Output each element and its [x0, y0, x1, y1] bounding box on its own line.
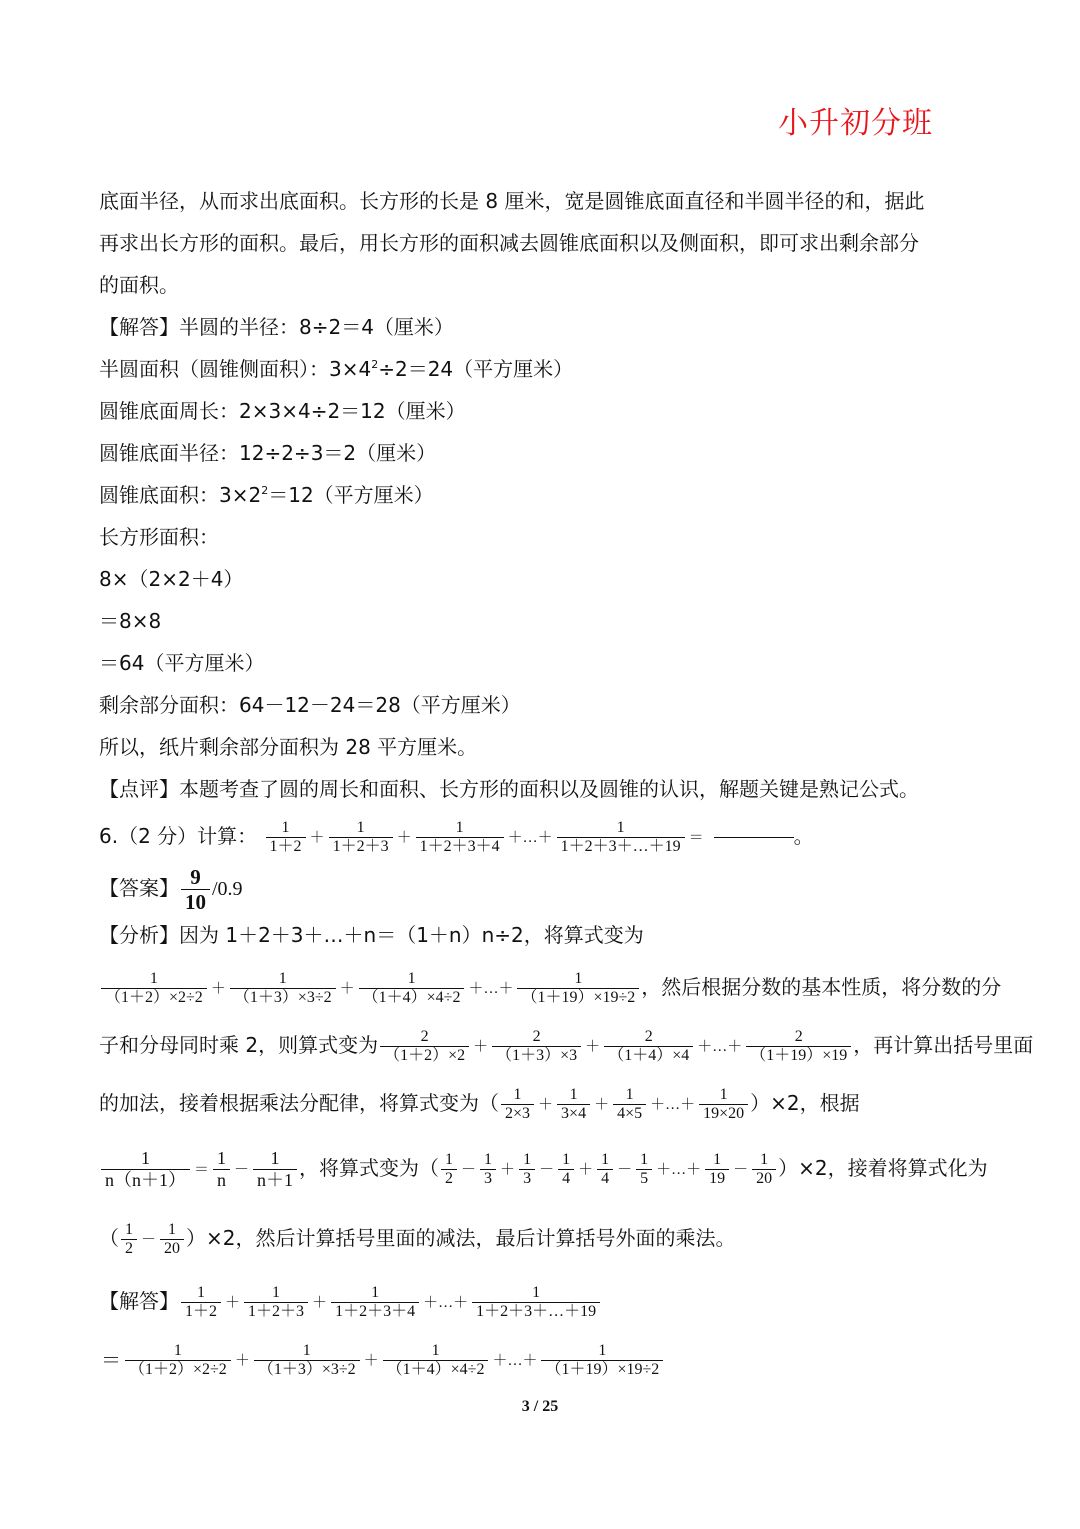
paragraph-line: 再求出长方形的面积。最后，用长方形的面积减去圆锥底面积以及侧面积，即可求出剩余部分	[99, 231, 919, 255]
denominator: 3	[480, 1169, 496, 1188]
fraction	[541, 1342, 663, 1380]
numerator: 1	[173, 1341, 182, 1359]
numerator: 1	[407, 969, 416, 987]
denominator: 1＋2	[266, 837, 306, 856]
operator: ＋…＋	[697, 1038, 743, 1055]
denominator: 19×20	[699, 1104, 748, 1123]
answer-line-7: 8×（2×2＋4）	[99, 567, 244, 591]
fraction	[101, 970, 207, 1008]
fraction	[480, 1151, 496, 1189]
paragraph-line: 的面积。	[99, 273, 179, 297]
operator: －	[461, 1161, 477, 1178]
answer-line-11: 所以，纸片剩余部分面积为 28 平方厘米。	[99, 735, 478, 759]
analysis-step-4	[99, 1132, 989, 1204]
denominator: 1＋2＋3	[329, 837, 393, 856]
denominator: 1＋2＋3＋…＋19	[557, 837, 685, 856]
numerator: 1	[562, 1150, 571, 1168]
operator: ＋…＋	[423, 1294, 469, 1311]
numerator: 1	[601, 1150, 610, 1168]
answer-text: 半圆面积（圆锥侧面积）：3×4	[99, 357, 372, 381]
numerator: 1	[197, 1283, 205, 1301]
numerator: 1	[356, 818, 365, 836]
analysis-text: ，将算式变为（	[299, 1156, 440, 1180]
answer-line-4: 圆锥底面半径：12÷2÷3＝2（厘米）	[99, 441, 437, 465]
numerator: 1	[484, 1150, 493, 1168]
analysis-text: ）×2，然后计算括号里面的减法，最后计算括号外面的乘法。	[186, 1226, 736, 1250]
operator: ＋	[585, 1038, 601, 1055]
numerator: 1	[125, 1220, 133, 1238]
fraction	[604, 1028, 693, 1066]
operator: ＋	[339, 980, 355, 997]
fraction	[636, 1151, 652, 1189]
fraction	[416, 819, 504, 857]
analysis-text: 子和分母同时乘 2，则算式变为	[99, 1033, 379, 1057]
denominator: n	[213, 1169, 230, 1191]
denominator: 4	[558, 1169, 574, 1188]
solution-label: 【解答】	[99, 1289, 179, 1313]
fraction	[613, 1086, 646, 1124]
numerator: 1	[149, 969, 158, 987]
fraction	[492, 1028, 581, 1066]
fraction	[383, 1342, 489, 1380]
answer-label: 【答案】	[99, 876, 179, 900]
numerator: 2	[794, 1027, 803, 1045]
numerator: 1	[713, 1150, 722, 1168]
answer-label: 【解答】	[99, 315, 179, 339]
numerator: 1	[640, 1150, 649, 1168]
answer-line-5	[99, 474, 989, 516]
denominator: （1＋3）×3÷2	[230, 988, 336, 1007]
numerator: 1	[272, 1283, 281, 1301]
fraction	[746, 1028, 851, 1066]
numerator: 1	[719, 1085, 728, 1103]
operator: ＋	[210, 980, 226, 997]
analysis-label: 【分析】	[99, 923, 179, 947]
denominator: （1＋2）×2÷2	[125, 1360, 231, 1379]
question-6	[99, 810, 989, 862]
operator: ＋	[594, 1096, 610, 1113]
fraction	[181, 1284, 221, 1322]
operator: ＝	[194, 1161, 210, 1178]
operator: ＋…＋	[468, 980, 514, 997]
numerator: 1	[141, 1148, 150, 1169]
denominator: （1＋3）×3	[492, 1046, 581, 1065]
answer-text: ＝12（平方厘米）	[268, 483, 434, 507]
numerator: 1	[431, 1341, 440, 1359]
numerator: 9	[190, 864, 201, 889]
denominator: 2	[441, 1169, 457, 1188]
answer-line-1	[99, 306, 989, 348]
operator: ＋	[363, 1352, 379, 1369]
numerator: 1	[523, 1150, 532, 1168]
fraction	[699, 1086, 748, 1124]
analysis-text: 因为 1＋2＋3＋…＋n＝（1＋n）n÷2，将算式变为	[179, 923, 644, 947]
operator: ＋	[578, 1161, 594, 1178]
operator: ＝	[101, 1349, 121, 1372]
operator: －	[141, 1231, 157, 1248]
denominator: （1＋4）×4÷2	[359, 988, 465, 1007]
numerator: 1	[371, 1283, 380, 1301]
answer-line-8: ＝8×8	[99, 609, 162, 633]
denominator: （1＋4）×4÷2	[383, 1360, 489, 1379]
paragraph-line: 底面半径，从而求出底面积。长方形的长是 8 厘米，宽是圆锥底面直径和半圆半径的和，据此	[99, 189, 925, 213]
denominator: 20	[752, 1169, 776, 1188]
answer-text: 半圆的半径：8÷2＝4（厘米）	[179, 315, 454, 339]
operator: ＋…＋	[650, 1096, 696, 1113]
review-line: 【点评】本题考查了圆的周长和面积、长方形的面积以及圆锥的认识，解题关键是熟记公式。	[99, 777, 919, 801]
numerator: 1	[455, 818, 464, 836]
operator: ＋…＋	[492, 1352, 538, 1369]
denominator: 3×4	[557, 1104, 590, 1123]
denominator: n（n＋1）	[101, 1169, 190, 1191]
answer-line-9: ＝64（平方厘米）	[99, 651, 265, 675]
denominator: 1＋2＋3＋4	[331, 1302, 419, 1321]
answer-line	[99, 862, 989, 914]
document-body	[99, 180, 1034, 1388]
operator: ＝	[688, 829, 704, 846]
analysis-step-2	[99, 1016, 1034, 1074]
page-number: 3 / 25	[521, 1398, 559, 1415]
header-title: 小升初分班	[778, 106, 933, 141]
denominator: （1＋2）×2÷2	[101, 988, 207, 1007]
fraction	[266, 819, 306, 857]
numerator: 1	[270, 1148, 280, 1169]
analysis-text: （	[99, 1226, 119, 1250]
period: 。	[793, 824, 814, 848]
numerator: 2	[420, 1027, 429, 1045]
numerator: 1	[625, 1085, 634, 1103]
answer-fraction	[181, 865, 210, 914]
denominator: （1＋3）×3÷2	[254, 1360, 360, 1379]
answer-line-2	[99, 348, 989, 390]
fraction	[230, 970, 336, 1008]
denominator: 20	[160, 1239, 184, 1258]
fraction	[331, 1284, 419, 1322]
fraction	[597, 1151, 613, 1189]
fraction	[329, 819, 393, 857]
answer-line-10: 剩余部分面积：64－12－24＝28（平方厘米）	[99, 693, 521, 717]
denominator: 19	[705, 1169, 729, 1188]
numerator: 1	[278, 969, 287, 987]
denominator: （1＋19）×19÷2	[517, 988, 639, 1007]
denominator: 1＋2＋3＋4	[416, 837, 504, 856]
answer-decimal: /0.9	[212, 878, 243, 900]
numerator: 1	[760, 1150, 769, 1168]
answer-line-6: 长方形面积：	[99, 525, 219, 549]
numerator: 1	[513, 1085, 522, 1103]
numerator: 1	[168, 1220, 177, 1238]
numerator: 2	[532, 1027, 541, 1045]
denominator: 5	[636, 1169, 652, 1188]
analysis-step-5	[99, 1204, 989, 1272]
operator: ＋	[396, 829, 412, 846]
fraction	[125, 1342, 231, 1380]
fraction	[501, 1086, 534, 1124]
fraction	[380, 1028, 469, 1066]
operator: ＋	[500, 1161, 516, 1178]
denominator: （1＋19）×19	[746, 1046, 851, 1065]
denominator: 1＋2	[181, 1302, 221, 1321]
solution-line-2	[99, 1330, 989, 1388]
operator: ＋	[309, 829, 325, 846]
analysis-step-3	[99, 1074, 989, 1132]
fraction	[517, 970, 639, 1008]
fraction	[254, 1342, 360, 1380]
numerator: 1	[569, 1085, 578, 1103]
analysis-step-1	[99, 958, 1002, 1016]
denominator: （1＋19）×19÷2	[541, 1360, 663, 1379]
denominator: （1＋2）×2	[380, 1046, 469, 1065]
denominator: 2×3	[501, 1104, 534, 1123]
answer-blank	[714, 837, 794, 838]
operator: －	[539, 1161, 555, 1178]
analysis-text: ）×2，根据	[750, 1091, 860, 1115]
numerator: 1	[574, 969, 583, 987]
exponent: 2	[371, 358, 379, 371]
operator: ＋	[234, 1352, 250, 1369]
operator: ＋…＋	[656, 1161, 702, 1178]
numerator: 1	[281, 818, 290, 836]
numerator: 2	[644, 1027, 653, 1045]
operator: ＋	[473, 1038, 489, 1055]
analysis-text: 的加法，接着根据乘法分配律，将算式变为（	[99, 1091, 499, 1115]
fraction	[441, 1151, 457, 1189]
fraction	[121, 1221, 137, 1259]
numerator: 1	[598, 1341, 607, 1359]
operator: －	[617, 1161, 633, 1178]
analysis-line	[99, 914, 989, 958]
fraction	[160, 1221, 184, 1259]
solution-line-1	[99, 1272, 989, 1330]
operator: ＋	[312, 1294, 328, 1311]
denominator: 1＋2＋3	[244, 1302, 308, 1321]
fraction	[253, 1148, 297, 1190]
operator: ＋…＋	[507, 829, 553, 846]
denominator: 1＋2＋3＋…＋19	[472, 1302, 600, 1321]
operator: －	[733, 1161, 749, 1178]
fraction	[752, 1151, 776, 1189]
answer-text: ÷2＝24（平方厘米）	[378, 357, 574, 381]
answer-text: 圆锥底面积：3×2	[99, 483, 262, 507]
denominator: 10	[181, 889, 210, 914]
denominator: n＋1	[253, 1169, 297, 1191]
numerator: 1	[302, 1341, 311, 1359]
fraction	[519, 1151, 535, 1189]
numerator: 1	[445, 1150, 454, 1168]
numerator: 1	[616, 818, 625, 836]
question-prefix: 6.（2 分）计算：	[99, 824, 258, 848]
denominator: 3	[519, 1169, 535, 1188]
answer-line-3: 圆锥底面周长：2×3×4÷2＝12（厘米）	[99, 399, 466, 423]
fraction	[472, 1284, 600, 1322]
denominator: （1＋4）×4	[604, 1046, 693, 1065]
fraction	[705, 1151, 729, 1189]
fraction	[359, 970, 465, 1008]
denominator: 2	[121, 1239, 137, 1258]
analysis-text: ，然后根据分数的基本性质，将分数的分	[641, 975, 1002, 999]
fraction	[557, 1086, 590, 1124]
denominator: 4	[597, 1169, 613, 1188]
fraction	[101, 1148, 190, 1190]
analysis-text: ，再计算出括号里面	[853, 1033, 1034, 1057]
fraction	[244, 1284, 308, 1322]
numerator: 1	[532, 1283, 541, 1301]
denominator: 4×5	[613, 1104, 646, 1123]
analysis-text: ）×2，接着将算式化为	[778, 1156, 988, 1180]
exponent: 2	[261, 484, 269, 497]
fraction	[557, 819, 685, 857]
fraction	[558, 1151, 574, 1189]
operator: ＋	[225, 1294, 241, 1311]
operator: －	[234, 1161, 250, 1178]
fraction	[213, 1148, 230, 1190]
numerator: 1	[217, 1148, 227, 1169]
operator: ＋	[538, 1096, 554, 1113]
